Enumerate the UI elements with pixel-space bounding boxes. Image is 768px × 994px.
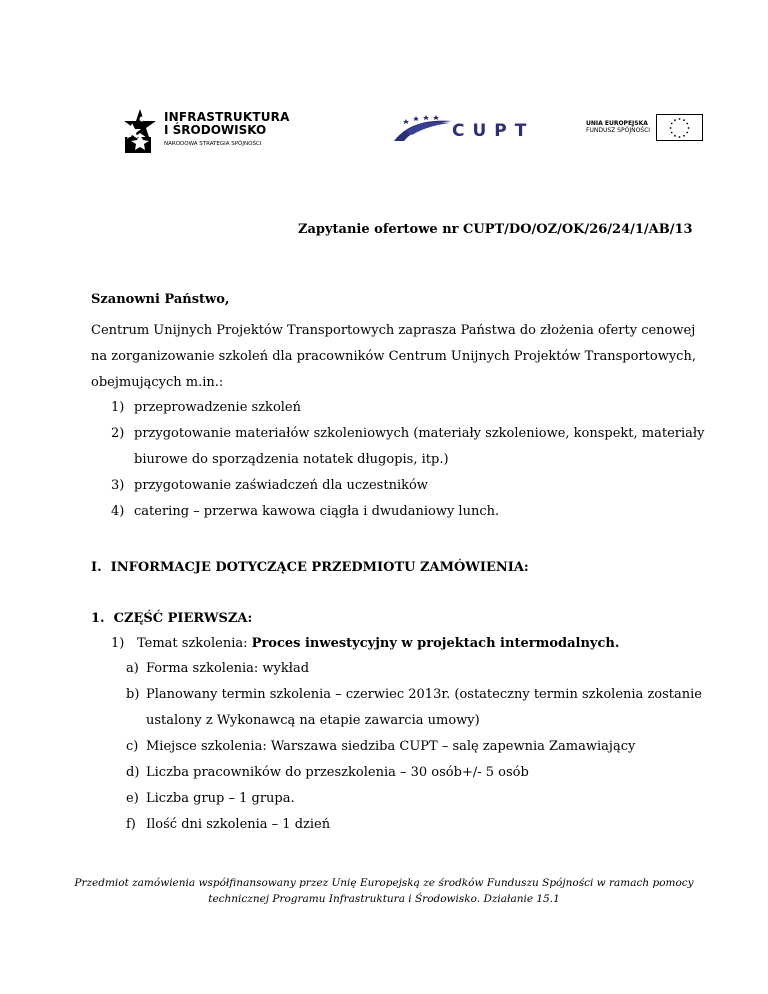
topic-label: Temat szkolenia: xyxy=(137,636,252,651)
footer-line-2: technicznej Programu Infrastruktura i Środowisko. Działanie 15.1 xyxy=(208,893,560,905)
eu-flag-icon xyxy=(656,114,703,141)
detail-letter: a) xyxy=(126,661,139,676)
infra-logo-line1: INFRASTRUKTURA xyxy=(164,110,290,124)
detail-text: Liczba grup – 1 grupa. xyxy=(146,791,295,806)
document-reference: Zapytanie ofertowe nr CUPT/DO/OZ/OK/26/24/1/AB/13 xyxy=(298,222,693,237)
detail-text: Forma szkolenia: wykład xyxy=(146,661,310,676)
intro-line-3: obejmujących m.in.: xyxy=(91,375,224,390)
detail-text-continued: ustalony z Wykonawcą na etapie zawarcia umowy) xyxy=(146,713,480,728)
eu-logo-line1: UNIA EUROPEJSKA xyxy=(586,120,648,127)
detail-letter: f) xyxy=(126,817,136,832)
detail-text: Miejsce szkolenia: Warszawa siedziba CUPT – salę zapewnia Zamawiający xyxy=(146,739,636,754)
scope-item-text: przygotowanie materiałów szkoleniowych (materiały szkoleniowe, konspekt, materiały xyxy=(134,426,705,441)
footer-note xyxy=(60,875,708,907)
cupt-swoosh-icon xyxy=(392,113,454,143)
greeting: Szanowni Państwo, xyxy=(91,292,230,307)
intro-line-1: Centrum Unijnych Projektów Transportowych zaprasza Państwa do złożenia oferty cenowej xyxy=(91,323,696,338)
topic-number: 1) xyxy=(111,636,125,651)
detail-text: Liczba pracowników do przeszkolenia – 30 osób+/- 5 osób xyxy=(146,765,529,780)
intro-line-2: na zorganizowanie szkoleń dla pracowników Centrum Unijnych Projektów Transportowych, xyxy=(91,349,696,364)
detail-letter: e) xyxy=(126,791,139,806)
cupt-logo xyxy=(392,113,535,145)
infra-logo-line3: NARODOWA STRATEGIA SPÓJNOŚCI xyxy=(164,141,262,147)
scope-item-text: catering – przerwa kawowa ciągła i dwudaniowy lunch. xyxy=(134,504,500,519)
scope-item-text-continued: biurowe do sporządzenia notatek długopis, itp.) xyxy=(134,452,449,467)
section-heading: I. INFORMACJE DOTYCZĄCE PRZEDMIOTU ZAMÓWIENIA: xyxy=(91,560,529,575)
scope-item-number: 3) xyxy=(111,478,125,493)
scope-item-text: przygotowanie zaświadczeń dla uczestników xyxy=(134,478,428,493)
detail-text: Ilość dni szkolenia – 1 dzień xyxy=(146,817,331,832)
detail-letter: b) xyxy=(126,687,140,702)
scope-item-text: przeprowadzenie szkoleń xyxy=(134,400,301,415)
topic-line xyxy=(137,636,619,652)
scope-item-number: 4) xyxy=(111,504,125,519)
detail-text: Planowany termin szkolenia – czerwiec 2013r. (ostateczny termin szkolenia zostanie xyxy=(146,687,702,702)
footer-line-1: Przedmiot zamówienia współfinansowany przez Unię Europejską ze środków Funduszu Spójności w ramach pomocy xyxy=(74,877,694,889)
detail-letter: d) xyxy=(126,765,140,780)
infra-logo-line2: I ŚRODOWISKO xyxy=(164,123,267,137)
cupt-logo-text: CUPT xyxy=(452,121,535,141)
part-heading: 1. CZĘŚĆ PIERWSZA: xyxy=(91,611,253,626)
eu-logo-line2: FUNDUSZ SPÓJNOŚCI xyxy=(586,127,651,134)
scope-item-number: 2) xyxy=(111,426,125,441)
detail-letter: c) xyxy=(126,739,139,754)
infrastruktura-logo xyxy=(122,105,290,155)
eu-logo xyxy=(586,114,706,142)
topic-title: Proces inwestycyjny w projektach intermodalnych. xyxy=(251,636,620,651)
star-figure-icon xyxy=(122,107,158,153)
scope-item-number: 1) xyxy=(111,400,125,415)
